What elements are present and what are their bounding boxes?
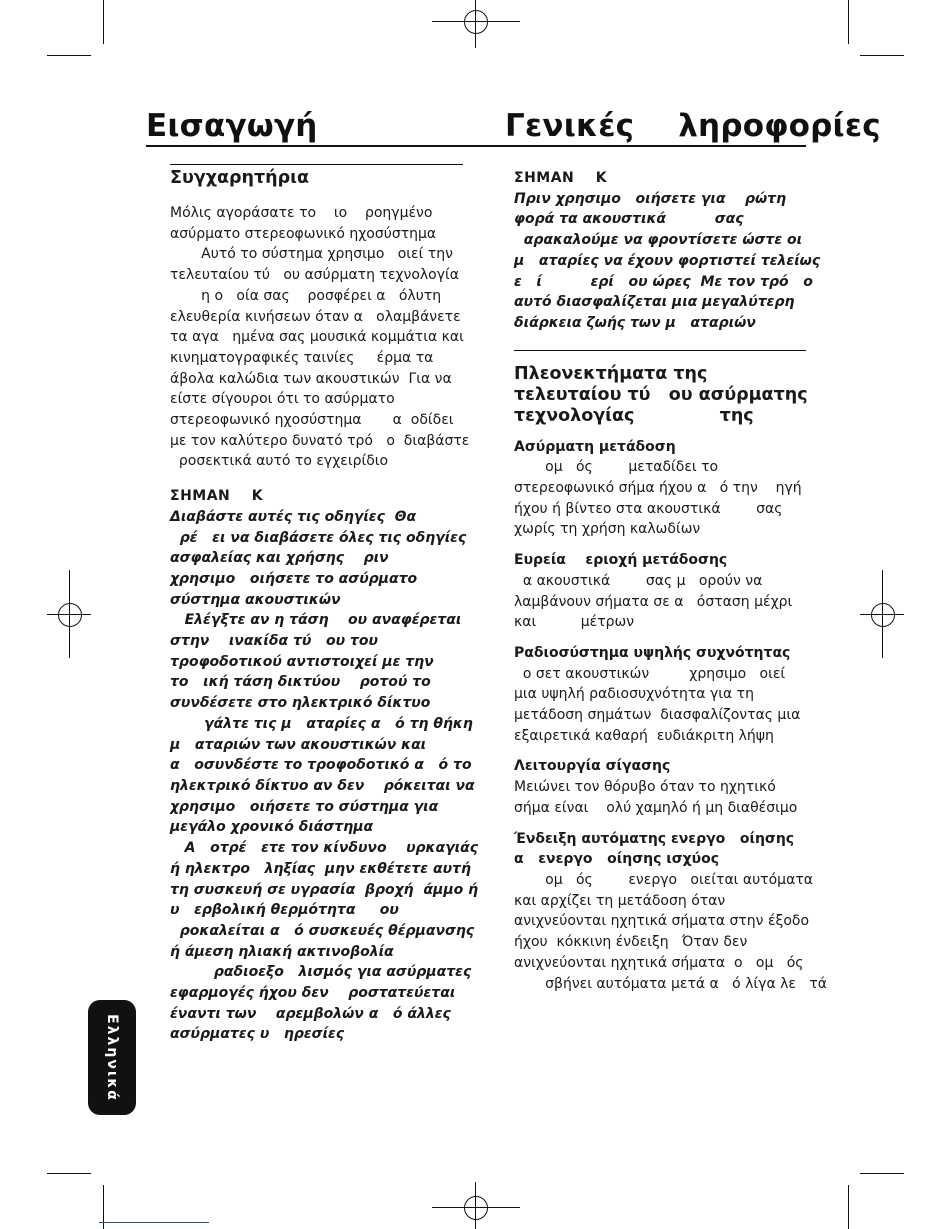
text-line: με τον καλύτερο δυνατό τρό ο διαβάστε	[170, 432, 470, 449]
text-line: είστε σίγουροι ότι το ασύρματο	[170, 391, 395, 408]
text-line: ρέ ει να διαβάσετε όλες τις οδηγίες	[170, 529, 467, 546]
text-line: ομ ός μεταδίδει το	[514, 459, 719, 476]
registration-mark-line	[475, 0, 476, 48]
text-line: Πριν χρησιμο οιήσετε για ρώτη	[514, 190, 787, 207]
text-line: συνδέσετε στο ηλεκτρικό δίκτυο	[170, 695, 431, 712]
crop-mark	[860, 1173, 904, 1174]
crop-mark	[103, 0, 104, 44]
feature-title: Ραδιοσύστημα υψηλής συχνότητας	[514, 644, 791, 661]
feature-auto-power	[514, 829, 827, 995]
text-line: στην ινακίδα τύ ου του	[170, 633, 378, 650]
text-line: και μέτρων	[514, 614, 635, 631]
section-title-line: τελευταίου τύ ου ασύρματης	[514, 384, 808, 405]
text-line: ε ί ερί ου ώρες Με τον τρό ο	[514, 273, 813, 290]
page-title-right: Γενικές ληροφορίες	[505, 108, 881, 144]
text-line: τα αγα ημένα σας μουσικά κομμάτια και	[170, 329, 464, 346]
text-line: ήχου κόκκινη ένδειξη Όταν δεν	[514, 934, 748, 951]
text-line: κινηματογραφικές ταινίες έρμα τα	[170, 349, 434, 366]
text-line: γάλτε τις μ αταρίες α ό τη θήκη	[170, 715, 473, 732]
text-line: ασύρματες υ ηρεσίες	[170, 1026, 345, 1043]
feature-high-frequency	[514, 643, 814, 747]
registration-mark-line	[475, 1182, 476, 1229]
text-line: το ική τάση δικτύου ροτού το	[170, 674, 431, 691]
registration-mark-line	[432, 21, 520, 22]
text-line: σύστημα ακουστικών	[170, 591, 341, 608]
text-line: Α οτρέ ετε τον κίνδυνο υρκαγιάς	[170, 840, 479, 857]
text-line: στερεοφωνικό ηχοσύστημα α οδίδει	[170, 412, 454, 429]
text-line: τροφοδοτικού αντιστοιχεί με την	[170, 653, 434, 670]
text-line: εξαιρετικά καθαρή ευδιάκριτη λήψη	[514, 727, 774, 744]
text-line: εφαρμογές ήχου δεν ροστατεύεται	[170, 985, 456, 1002]
important-note-label: ΣΗΜΑΝ Κ	[170, 488, 264, 505]
text-line: μια υψηλή ραδιοσυχνότητα για τη	[514, 686, 754, 703]
text-line: ροσεκτικά αυτό το εγχειρίδιο	[170, 453, 389, 470]
text-line: ροκαλείται α ό συσκευές θέρμανσης	[170, 922, 475, 939]
text-line: σήμα είναι ολύ χαμηλό ή μη διαθέσιμο	[514, 799, 798, 816]
section-divider	[170, 164, 463, 165]
crop-mark	[47, 55, 91, 56]
text-line: ή ηλεκτρο ληξίας μην εκθέτετε αυτή	[170, 860, 471, 877]
text-line: τη συσκευή σε υγρασία βροχή άμμο ή	[170, 881, 479, 898]
text-line: τελευταίου τύ ου ασύρματη τεχνολογία	[170, 267, 460, 284]
text-line: Μόλις αγοράσατε το ιο ροηγμένο	[170, 205, 433, 221]
text-line: αυτό διασφαλίζεται μια μεγαλύτερη	[514, 294, 795, 311]
text-line: ασύρματο στερεοφωνικό ηχοσύστημα	[170, 225, 437, 242]
crop-mark	[860, 55, 904, 56]
page-title-left: Εισαγωγή	[146, 108, 318, 144]
registration-mark-line	[882, 570, 883, 658]
text-line: ή άμεση ηλιακή ακτινοβολία	[170, 943, 394, 960]
feature-title: α ενεργο οίησης ισχύος	[514, 851, 720, 868]
text-line: ομ ός ενεργο οιείται αυτόματα	[514, 871, 813, 888]
accent-line	[99, 1222, 209, 1223]
text-line: Μειώνει τον θόρυβο όταν το ηχητικό	[514, 779, 776, 796]
text-line: υ ερβολική θερμότητα ου	[170, 902, 399, 919]
text-line: λαμβάνουν σήματα σε α όσταση μέχρι	[514, 593, 793, 610]
text-line: χρησιμο οιήσετε το ασύρματο	[170, 570, 418, 587]
feature-title: Ένδειξη αυτόματης ενεργο οίησης	[514, 830, 795, 847]
text-line: χρησιμο οιήσετε το σύστημα για	[170, 798, 439, 815]
section-title-line: τεχνολογίας της	[514, 405, 754, 426]
text-line: αρακαλούμε να φροντίσετε ώστε οι	[514, 232, 803, 249]
text-line: φορά τα ακουστικά σας	[514, 211, 744, 228]
text-line: ήχου ή βίντεο στα ακουστικά σας	[514, 500, 783, 517]
feature-title: Λειτουργία σίγασης	[514, 758, 671, 775]
header-rule	[146, 145, 806, 147]
language-tab-label: Ελληνικά	[104, 1013, 120, 1102]
important-note-label: ΣΗΜΑΝ Κ	[514, 170, 608, 186]
section-title-advantages	[514, 364, 814, 427]
text-line: ελευθερία κινήσεων όταν α ολαμβάνετε	[170, 308, 461, 325]
right-column	[514, 168, 827, 994]
text-line: α οσυνδέστε το τροφοδοτικό α ό το	[170, 757, 472, 774]
section-title-congratulations: Συγχαρητήρια	[170, 168, 309, 188]
text-line: Διαβάστε αυτές τις οδηγίες Θα	[170, 508, 417, 525]
text-line: Ελέγξτε αν η τάση ου αναφέρεται	[170, 612, 462, 629]
feature-title: Ευρεία εριοχή μετάδοσης	[514, 552, 728, 569]
text-line: έναντι των αρεμβολών α ό άλλες	[170, 1005, 451, 1022]
text-line: ασφαλείας και χρήσης ριν	[170, 550, 389, 567]
registration-mark-icon	[58, 603, 82, 627]
registration-mark-line	[432, 1207, 520, 1208]
registration-mark-icon	[871, 603, 895, 627]
registration-mark-icon	[464, 1196, 488, 1220]
important-note-text	[170, 507, 479, 1045]
feature-title: Ασύρματη μετάδοση	[514, 438, 676, 455]
feature-wireless	[514, 437, 814, 541]
left-column	[170, 168, 479, 1045]
text-line: χωρίς τη χρήση καλωδίων	[514, 521, 701, 538]
text-line: ηλεκτρικό δίκτυο αν δεν ρόκειται να	[170, 777, 475, 794]
text-line: μετάδοση σημάτων διασφαλίζοντας μια	[514, 707, 801, 724]
text-line: α ακουστικά σας μ ορούν να	[514, 572, 763, 589]
crop-mark	[848, 1185, 849, 1229]
text-line: μ αταριών των ακουστικών και	[170, 736, 427, 753]
text-line: στερεοφωνικό σήμα ήχου α ό την ηγή	[514, 480, 802, 497]
important-note-text	[514, 189, 821, 334]
text-line: ανιχνεύονται ηχητικά σήματα στην έξοδο	[514, 913, 810, 930]
text-line: η ο οία σας ροσφέρει α όλυτη	[170, 287, 442, 304]
text-line: μ αταρίες να έχουν φορτιστεί τελείως	[514, 252, 821, 269]
text-line: ανιχνεύονται ηχητικά σήματα ο ομ ός	[514, 954, 804, 971]
text-line: και αρχίζει τη μετάδοση όταν	[514, 892, 726, 909]
registration-mark-line	[69, 570, 70, 658]
text-line: ο σετ ακουστικών χρησιμο οιεί	[514, 665, 786, 682]
language-tab	[88, 1000, 136, 1115]
intro-paragraph	[170, 203, 470, 472]
text-line: Αυτό το σύστημα χρησιμο οιεί την	[170, 246, 453, 263]
text-line: άβολα καλώδια των ακουστικών Για να	[170, 370, 452, 387]
text-line: ραδιοεξο λισμός για ασύρματες	[170, 964, 472, 981]
section-title-line: Πλεονεκτήματα της	[514, 363, 708, 384]
feature-range	[514, 550, 814, 633]
text-line: διάρκεια ζωής των μ αταριών	[514, 314, 756, 331]
feature-mute	[514, 756, 814, 818]
crop-mark	[47, 1173, 91, 1174]
text-line: σβήνει αυτόματα μετά α ό λίγα λε τά	[514, 975, 827, 992]
crop-mark	[848, 0, 849, 44]
registration-mark-icon	[464, 10, 488, 34]
text-line: μεγάλο χρονικό διάστημα	[170, 819, 374, 836]
